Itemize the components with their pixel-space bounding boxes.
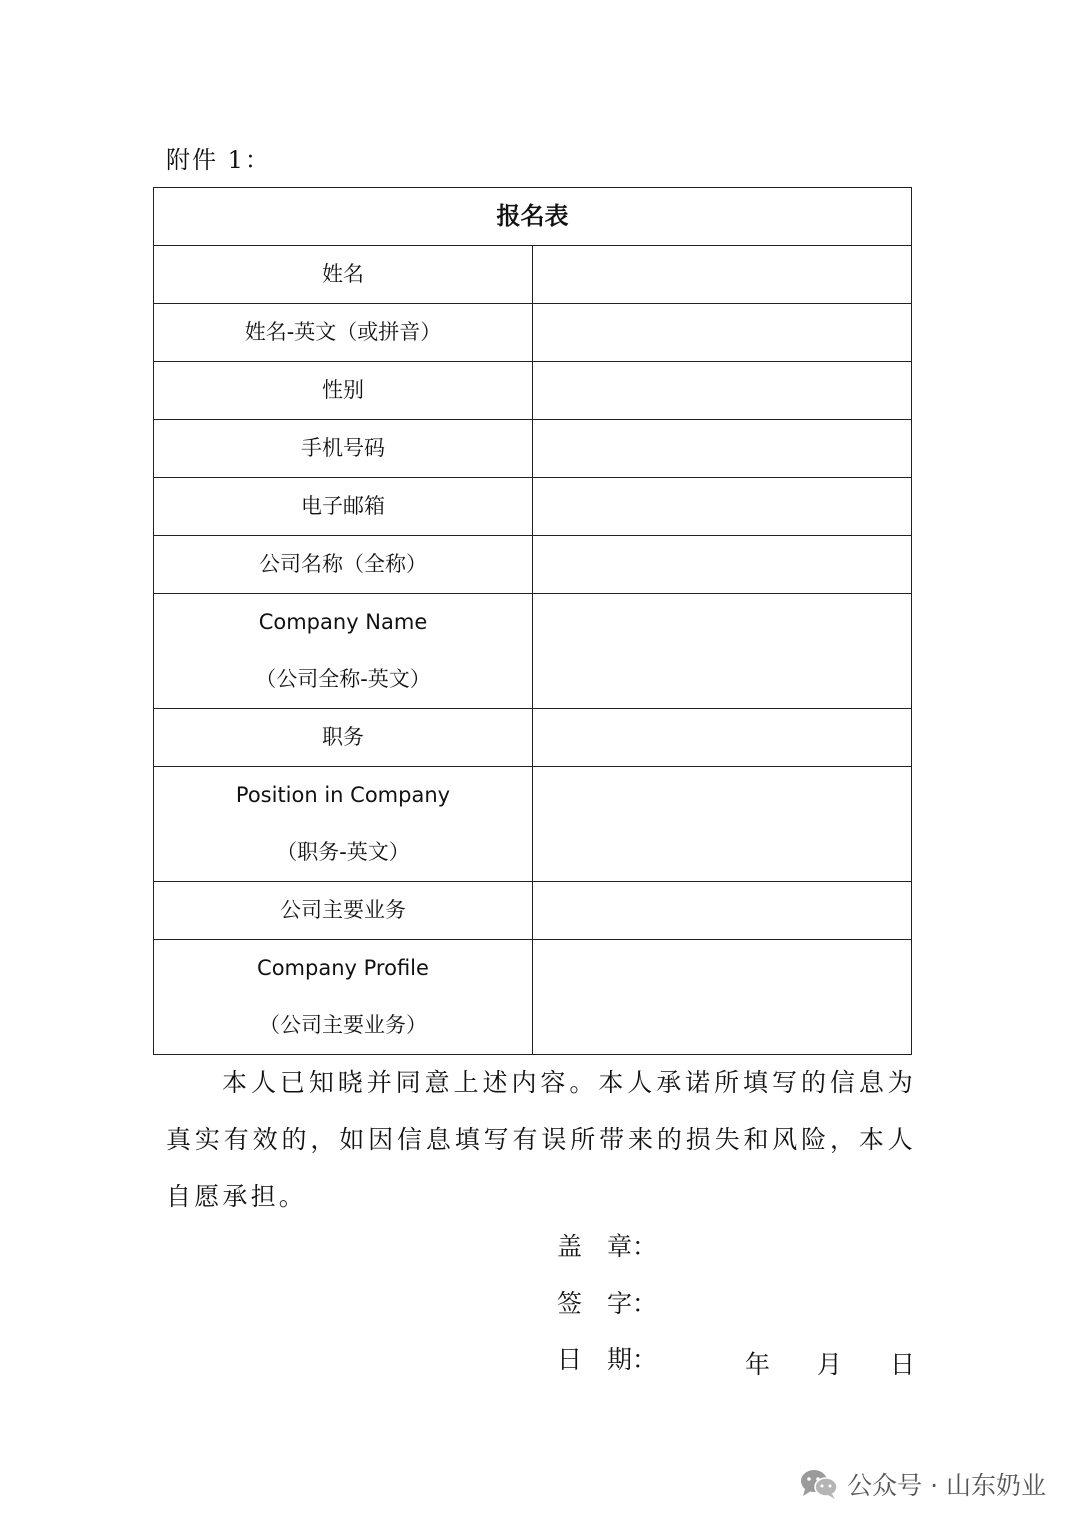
signature-label: 签 字： <box>557 1289 658 1318</box>
input-cell-email[interactable] <box>533 478 912 536</box>
form-row-email <box>154 478 912 536</box>
row-label-double <box>154 594 533 709</box>
form-row-profile <box>154 940 912 1055</box>
wechat-icon <box>799 1468 839 1500</box>
date-month: 月 <box>817 1350 843 1379</box>
form-row-phone <box>154 420 912 478</box>
form-row-company-english <box>154 594 912 709</box>
row-label: Company Profile <box>257 956 429 980</box>
input-cell-name[interactable] <box>533 246 912 304</box>
form-title: 报名表 <box>154 188 912 246</box>
date-day: 日 <box>890 1350 916 1379</box>
row-sublabel: （职务-英文） <box>276 840 410 864</box>
row-sublabel: （公司主要业务） <box>259 1013 427 1037</box>
form-row-business <box>154 882 912 940</box>
input-cell-name-english[interactable] <box>533 304 912 362</box>
input-cell-phone[interactable] <box>533 420 912 478</box>
row-label: Position in Company <box>235 783 451 807</box>
row-label: 姓名-英文（或拼音） <box>154 304 533 362</box>
row-label-double <box>154 940 533 1055</box>
input-cell-company[interactable] <box>533 536 912 594</box>
input-cell-position[interactable] <box>533 709 912 767</box>
row-label: 手机号码 <box>154 420 533 478</box>
attachment-label: 附件 1： <box>166 146 271 174</box>
input-cell-profile[interactable] <box>533 940 912 1055</box>
input-cell-gender[interactable] <box>533 362 912 420</box>
row-label: 电子邮箱 <box>154 478 533 536</box>
date-year: 年 <box>745 1350 771 1379</box>
row-label: 职务 <box>154 709 533 767</box>
form-row-company <box>154 536 912 594</box>
watermark-text: 公众号 · 山东奶业 <box>847 1471 1046 1500</box>
input-cell-business[interactable] <box>533 882 912 940</box>
form-row-name <box>154 246 912 304</box>
row-sublabel: （公司全称-英文） <box>255 667 431 691</box>
form-row-position-english <box>154 767 912 882</box>
form-row-gender <box>154 362 912 420</box>
form-row-name-english <box>154 304 912 362</box>
declaration-text: 本人已知晓并同意上述内容。本人承诺所填写的信息为真实有效的，如因信息填写有误所带来的损失和风险，本人自愿承担。 <box>166 1068 916 1211</box>
date-label: 日 期： <box>557 1345 658 1374</box>
row-label-double <box>154 767 533 882</box>
row-label: Company Name <box>258 610 428 634</box>
input-cell-position-english[interactable] <box>533 767 912 882</box>
seal-label: 盖 章： <box>557 1232 658 1261</box>
registration-form <box>153 187 912 1055</box>
row-label: 公司名称（全称） <box>154 536 533 594</box>
row-label: 性别 <box>154 362 533 420</box>
row-label: 公司主要业务 <box>154 882 533 940</box>
row-label: 姓名 <box>154 246 533 304</box>
input-cell-company-english[interactable] <box>533 594 912 709</box>
watermark <box>799 1466 1046 1502</box>
form-row-position <box>154 709 912 767</box>
